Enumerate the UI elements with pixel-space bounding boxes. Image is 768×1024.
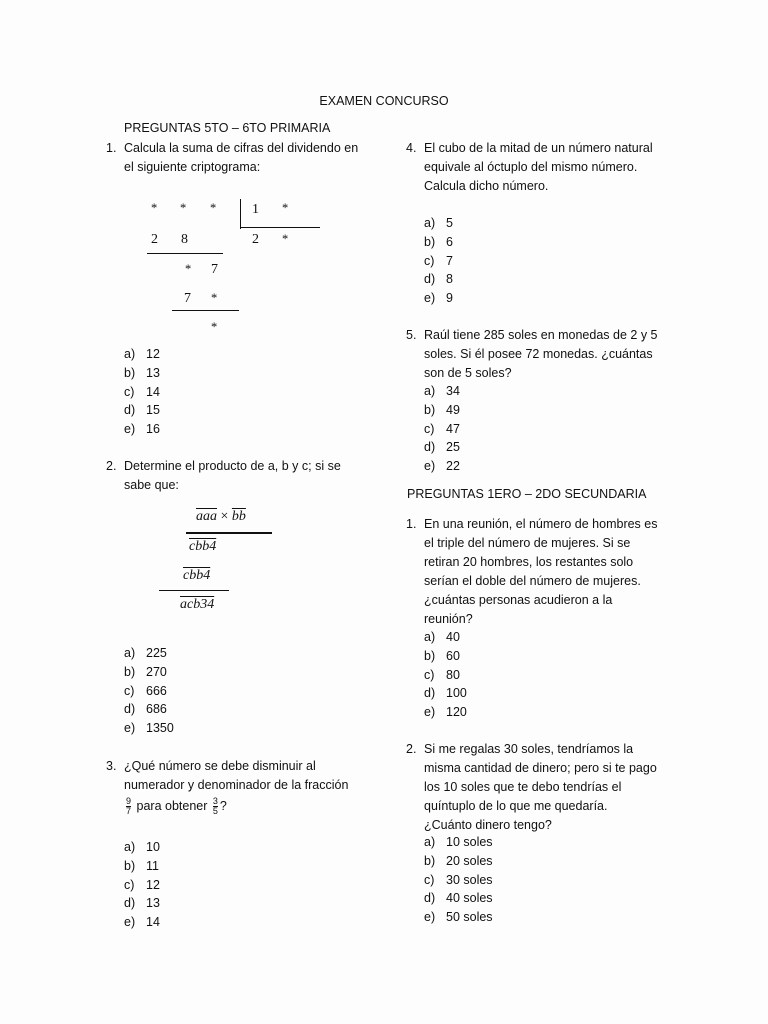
fraction-three-fifths: $\frac{3}{5}$ (212, 796, 218, 817)
option-c: c) 666 (124, 683, 167, 698)
cript-digit: * (282, 201, 289, 215)
question-line: ¿Cuánto dinero tengo? (424, 818, 552, 832)
option-a: a) 34 (424, 384, 460, 398)
option-b: b) 6 (424, 234, 453, 249)
option-b: b) 11 (124, 858, 159, 873)
question-line: son de 5 soles? (424, 366, 512, 380)
fraction-nine-sevenths: $\frac{9}{7}$ (126, 796, 132, 817)
question-line: serían el doble del número de mujeres. (424, 574, 641, 588)
question-line: Calcula dicho número. (424, 179, 549, 193)
option-c: c) 7 (424, 253, 453, 268)
question-number: 1. (106, 141, 117, 155)
options-p1 (124, 345, 244, 439)
question-number: 2. (106, 459, 117, 473)
cript-digit: * (151, 201, 158, 215)
question-line: Si me regalas 30 soles, tendríamos la (424, 742, 634, 756)
options-p3 (124, 838, 244, 932)
option-b: b) 13 (124, 365, 160, 380)
cript-digit: 2 (151, 232, 158, 247)
option-e: e) 120 (424, 705, 467, 720)
question-line: Calcula la suma de cifras del dividendo en (124, 141, 359, 155)
option-c: c) 12 (124, 877, 160, 892)
question-line: quíntuplo de lo que me quedaría. (424, 799, 608, 813)
option-a: a) 12 (124, 347, 160, 361)
options-p2 (124, 644, 244, 738)
cript-digit: * (211, 320, 218, 334)
option-d: d) 40 soles (424, 891, 493, 906)
math-result: acb34 (180, 597, 215, 612)
division-vertical-line (240, 199, 241, 229)
sum-line (159, 590, 229, 591)
option-d: d) 15 (124, 403, 160, 418)
partial-product: cbb4 (183, 568, 211, 583)
partial-product: cbb4 (189, 539, 217, 554)
option-b: b) 270 (124, 664, 167, 679)
section-heading-secundaria: PREGUNTAS 1ERO – 2DO SECUNDARIA (407, 487, 647, 501)
question-line: los 10 soles que te debo tendrías el (424, 780, 622, 794)
cript-digit: * (185, 262, 192, 276)
cript-digit: 1 (252, 202, 259, 217)
question-number: 5. (406, 328, 417, 342)
cript-digit: 7 (211, 262, 218, 277)
option-a: a) 10 (124, 840, 160, 854)
question-line: sabe que: (124, 478, 179, 492)
cript-digit: * (180, 201, 187, 215)
cript-digit: * (210, 201, 217, 215)
division-horizontal-line (240, 227, 320, 228)
question-line: Determine el producto de a, b y c; si se (124, 459, 341, 473)
cript-digit: * (211, 291, 218, 305)
multiplication-line (186, 532, 272, 534)
question-line-fractions: $\frac{9}{7}$ para obtener $\frac{3}{5}$ ? (126, 796, 227, 817)
question-line: equivale al óctuplo del mismo número. (424, 160, 638, 174)
question-line: El cubo de la mitad de un número natural (424, 141, 653, 155)
option-c: c) 14 (124, 384, 160, 399)
cript-digit: 7 (184, 291, 191, 306)
option-e: e) 14 (124, 915, 160, 930)
option-e: e) 16 (124, 422, 160, 437)
option-c: c) 47 (424, 421, 460, 436)
option-e: e) 22 (424, 459, 460, 474)
cript-digit: 2 (252, 232, 259, 247)
question-line: soles. Si él posee 72 monedas. ¿cuántas (424, 347, 653, 361)
option-e: e) 50 soles (424, 910, 493, 925)
option-a: a) 10 soles (424, 835, 493, 849)
cript-digit: * (282, 232, 289, 246)
question-number: 4. (406, 141, 417, 155)
options-p4 (424, 214, 544, 308)
option-a: a) 40 (424, 630, 460, 644)
option-a: a) 5 (424, 216, 453, 230)
math-factor: $\overline{bb}$ (231, 509, 246, 524)
option-b: b) 60 (424, 648, 460, 663)
option-d: d) 25 (424, 440, 460, 455)
subtraction-line (147, 253, 223, 254)
question-number: 3. (106, 759, 117, 773)
option-b: b) 49 (424, 402, 460, 417)
question-line: reunión? (424, 612, 473, 626)
question-line: ¿cuántas personas acudieron a la (424, 593, 613, 607)
option-c: c) 80 (424, 667, 460, 682)
options-s2 (424, 833, 544, 927)
question-number: 2. (406, 742, 417, 756)
subtraction-line (172, 310, 239, 311)
cript-digit: 8 (181, 232, 188, 247)
question-line: retiran 20 hombres, los restantes solo (424, 555, 634, 569)
option-c: c) 30 soles (424, 872, 493, 887)
exam-title: EXAMEN CONCURSO (319, 94, 449, 108)
option-a: a) 225 (124, 646, 167, 660)
question-line: misma cantidad de dinero; pero si te pago (424, 761, 657, 775)
option-e: e) 9 (424, 291, 453, 306)
question-line: En una reunión, el número de hombres es (424, 517, 658, 531)
question-number: 1. (406, 517, 417, 531)
option-d: d) 8 (424, 272, 453, 287)
question-line: el siguiente criptograma: (124, 160, 261, 174)
section-heading-primaria: PREGUNTAS 5TO – 6TO PRIMARIA (124, 121, 331, 135)
times-symbol: × (220, 509, 229, 524)
question-line: ¿Qué número se debe disminuir al (124, 759, 316, 773)
question-line: Raúl tiene 285 soles en monedas de 2 y 5 (424, 328, 658, 342)
option-d: d) 13 (124, 896, 160, 911)
math-factor: $\overline{aaa}$ (196, 509, 217, 524)
question-line: el triple del número de mujeres. Si se (424, 536, 631, 550)
question-line: numerador y denominador de la fracción (124, 778, 349, 792)
option-d: d) 100 (424, 686, 467, 701)
options-s1 (424, 628, 544, 722)
option-d: d) 686 (124, 702, 167, 717)
option-e: e) 1350 (124, 721, 174, 736)
options-p5 (424, 382, 544, 476)
option-b: b) 20 soles (424, 853, 493, 868)
